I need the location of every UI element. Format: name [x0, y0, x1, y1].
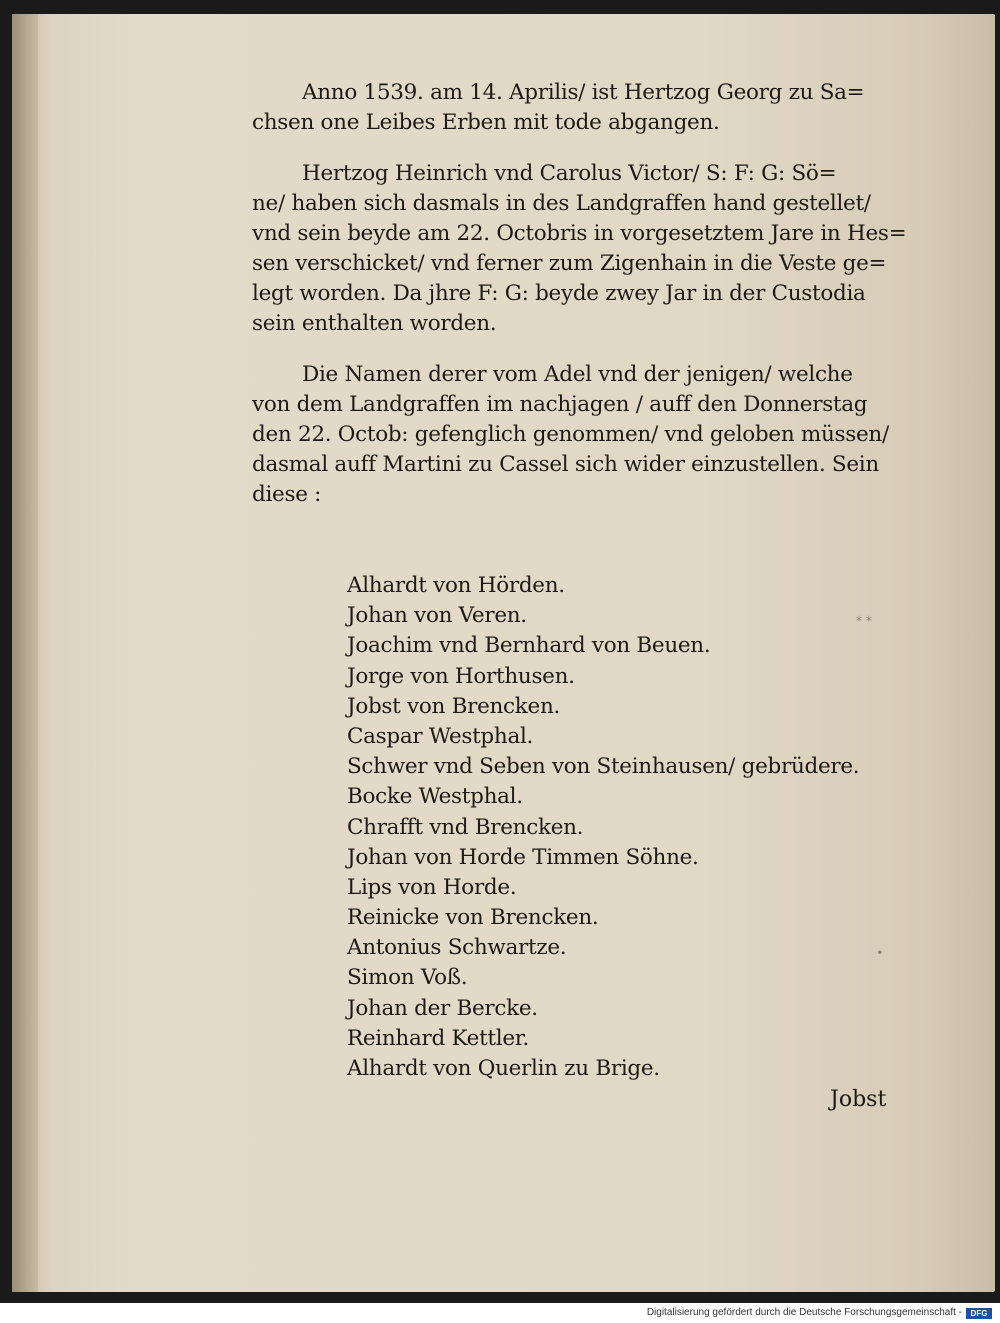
- stain-mark: ∙: [876, 945, 884, 959]
- text-line: ne/ haben sich dasmals in des Landgraffen hand gestellet/: [252, 191, 871, 216]
- list-item: Jobst von Brencken.: [347, 693, 561, 719]
- paragraph-2: [252, 159, 907, 339]
- list-item: Bocke Westphal.: [347, 784, 523, 810]
- page-gutter-shadow: [12, 14, 38, 1292]
- text-line: sein enthalten worden.: [252, 311, 497, 336]
- list-item: Lips von Horde.: [347, 874, 517, 900]
- text-line: den 22. Octob: gefenglich genommen/ vnd geloben müssen/: [252, 422, 889, 447]
- list-item: Alhardt von Hörden.: [347, 573, 565, 598]
- stain-mark: ⁎ ⁎: [856, 610, 872, 624]
- list-item: Johan von Horde Timmen Söhne.: [347, 844, 699, 870]
- text-line: Hertzog Heinrich vnd Carolus Victor/ S: F: G: Sö=: [302, 161, 837, 186]
- text-line: legt worden. Da jhre F: G: beyde zwey Jar in der Custodia: [252, 281, 866, 306]
- text-line: vnd sein beyde am 22. Octobris in vorgesetztem Jare in Hes=: [252, 221, 907, 246]
- body-text: [252, 78, 907, 510]
- text-line: dasmal auff Martini zu Cassel sich wider einzustellen. Sein: [252, 452, 879, 477]
- list-item: Antonius Schwartze.: [347, 935, 567, 961]
- list-item: Reinhard Kettler.: [347, 1025, 529, 1051]
- list-item: Simon Voß.: [347, 965, 468, 991]
- list-item: Johan von Veren.: [347, 603, 527, 629]
- text-line: diese :: [252, 482, 322, 507]
- paragraph-1: [252, 78, 902, 138]
- list-item: Chrafft vnd Brencken.: [347, 814, 584, 840]
- list-item: Jorge von Horthusen.: [347, 663, 575, 689]
- footer-credit: Digitalisierung gefördert durch die Deutsche Forschungsgemeinschaft -: [646, 1307, 962, 1318]
- list-item: Caspar Westphal.: [347, 723, 534, 749]
- list-item: Schwer vnd Seben von Steinhausen/ gebrüdere.: [347, 754, 860, 780]
- list-item: Reinicke von Brencken.: [347, 905, 599, 931]
- text-line: von dem Landgraffen im nachjagen / auff den Donnerstag: [252, 392, 868, 417]
- list-item: Joachim vnd Bernhard von Beuen.: [347, 633, 711, 659]
- text-line: Anno 1539. am 14. Aprilis/ ist Hertzog Georg zu Sa=: [302, 80, 865, 105]
- catchword: Jobst: [830, 1087, 887, 1112]
- dfg-logo: DFG: [966, 1308, 992, 1319]
- text-line: chsen one Leibes Erben mit tode abgangen.: [252, 110, 720, 135]
- list-item: Alhardt von Querlin zu Brige.: [347, 1056, 660, 1081]
- text-line: Die Namen derer vom Adel vnd der jenigen/ welche: [302, 362, 853, 387]
- text-line: sen verschicket/ vnd ferner zum Zigenhain in die Veste ge=: [252, 251, 887, 276]
- footer-bar: [0, 1303, 1000, 1323]
- list-item: Johan der Bercke.: [347, 995, 538, 1021]
- name-list: [347, 571, 867, 1084]
- paragraph-3: [252, 360, 902, 510]
